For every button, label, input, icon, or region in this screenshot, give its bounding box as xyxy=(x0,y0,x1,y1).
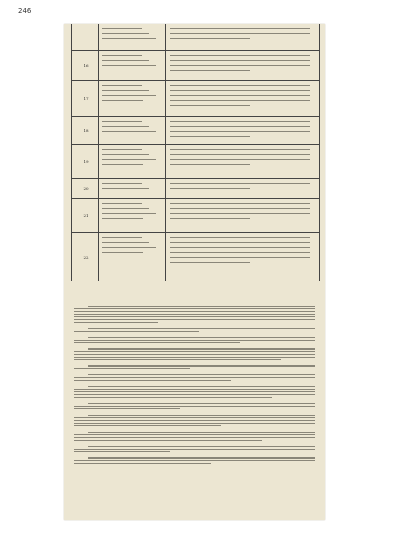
table-row xyxy=(72,24,319,50)
scanned-text-line xyxy=(74,394,315,395)
scanned-text-line xyxy=(74,311,315,312)
scanned-text-line xyxy=(74,451,170,452)
note-paragraph xyxy=(74,335,315,345)
row-number: 19 xyxy=(83,159,89,164)
scanned-text-line xyxy=(88,306,315,307)
scanned-text-line xyxy=(102,203,142,204)
scanned-text-line xyxy=(170,262,250,263)
scanned-text-line xyxy=(170,159,310,160)
scanned-text-line xyxy=(170,121,310,122)
scanned-text-line xyxy=(74,449,315,450)
row-number: 20 xyxy=(83,186,89,191)
scanned-text-line xyxy=(102,213,156,214)
scanned-text-line xyxy=(102,188,149,189)
table-row xyxy=(72,198,319,233)
scanned-text-line xyxy=(170,38,250,39)
scanned-text-line xyxy=(74,357,315,358)
scanned-text-line xyxy=(170,33,310,34)
scanned-text-line xyxy=(88,374,315,375)
scanned-text-line xyxy=(74,420,315,421)
row-number: 22 xyxy=(83,254,89,260)
scanned-text-line xyxy=(74,434,315,435)
note-paragraph xyxy=(74,401,315,411)
scanned-text-line xyxy=(170,55,310,56)
scanned-text-line xyxy=(102,55,142,56)
row-number: 16 xyxy=(83,63,89,68)
scanned-text-line xyxy=(102,183,142,184)
scanned-text-line xyxy=(102,126,149,127)
scanned-text-line xyxy=(170,60,310,61)
scanned-text-line xyxy=(74,389,315,390)
scanned-text-line xyxy=(88,348,315,349)
scanned-text-line xyxy=(102,90,149,91)
table-row xyxy=(72,116,319,145)
scanned-text-line xyxy=(102,65,156,66)
scanned-text-line xyxy=(102,131,156,132)
scanned-text-line xyxy=(88,446,315,447)
table-row xyxy=(72,50,319,81)
note-paragraph xyxy=(74,430,315,442)
scanned-text-line xyxy=(170,208,310,209)
note-paragraph xyxy=(74,413,315,428)
scanned-text-line xyxy=(74,368,190,369)
scanned-text-line xyxy=(102,149,142,150)
scanned-text-line xyxy=(102,28,142,29)
scanned-text-line xyxy=(102,100,143,101)
note-paragraph xyxy=(74,373,315,383)
scanned-text-line xyxy=(170,85,310,86)
table-row xyxy=(72,144,319,179)
scanned-text-line xyxy=(170,164,250,165)
note-paragraph xyxy=(74,384,315,399)
scanned-text-line xyxy=(170,28,310,29)
scanned-text-line xyxy=(170,247,310,248)
awards-table xyxy=(71,24,320,281)
note-paragraph xyxy=(74,304,315,324)
scanned-text-line xyxy=(74,308,315,309)
table-row xyxy=(72,232,319,282)
scanned-text-line xyxy=(74,351,315,352)
scanned-text-line xyxy=(74,314,315,315)
note-paragraph xyxy=(74,364,315,371)
scanned-text-line xyxy=(74,425,221,426)
scanned-text-line xyxy=(170,100,310,101)
scanned-text-line xyxy=(170,188,250,189)
scanned-text-line xyxy=(74,391,315,392)
table-row xyxy=(72,178,319,199)
scanned-text-line xyxy=(74,406,315,407)
scanned-text-line xyxy=(74,319,315,320)
scanned-page xyxy=(64,24,325,520)
scanned-text-line xyxy=(170,154,310,155)
scanned-text-line xyxy=(102,33,149,34)
scanned-text-line xyxy=(170,237,310,238)
scanned-text-line xyxy=(102,95,156,96)
scanned-text-line xyxy=(74,359,281,360)
scanned-text-line xyxy=(74,397,272,398)
note-paragraph xyxy=(74,326,315,333)
scanned-text-line xyxy=(88,365,315,366)
scanned-text-line xyxy=(88,432,315,433)
scanned-text-line xyxy=(170,70,250,71)
scanned-text-line xyxy=(102,218,143,219)
scanned-text-line xyxy=(102,237,142,238)
scanned-text-line xyxy=(88,386,315,387)
scanned-text-line xyxy=(102,60,149,61)
row-number: 17 xyxy=(83,96,89,101)
scanned-text-line xyxy=(88,337,315,338)
scanned-text-line xyxy=(170,90,310,91)
scanned-text-line xyxy=(102,38,156,39)
scanned-text-line xyxy=(170,183,310,184)
scanned-text-line xyxy=(170,203,310,204)
scanned-text-line xyxy=(74,322,158,323)
scanned-text-line xyxy=(170,136,250,137)
scanned-text-line xyxy=(88,415,315,416)
scanned-text-line xyxy=(74,342,240,343)
scanned-text-line xyxy=(170,131,310,132)
scanned-text-line xyxy=(74,460,315,461)
scanned-text-line xyxy=(74,377,315,378)
scanned-text-line xyxy=(170,95,310,96)
scanned-text-line xyxy=(74,417,315,418)
scanned-text-line xyxy=(170,213,310,214)
scanned-text-line xyxy=(102,247,156,248)
table-row xyxy=(72,80,319,117)
scanned-text-line xyxy=(74,331,199,332)
scanned-text-line xyxy=(102,121,142,122)
note-paragraph xyxy=(74,456,315,466)
scanned-text-line xyxy=(74,316,315,317)
scanned-text-line xyxy=(74,354,315,355)
scanned-text-line xyxy=(74,437,315,438)
scanned-text-line xyxy=(102,252,143,253)
scanned-text-line xyxy=(170,149,310,150)
scanned-text-line xyxy=(170,126,310,127)
page-number: 246 xyxy=(18,7,32,15)
scanned-text-line xyxy=(102,208,149,209)
scanned-text-line xyxy=(74,380,231,381)
scanned-text-line xyxy=(74,463,211,464)
scanned-text-line xyxy=(88,328,315,329)
scanned-text-line xyxy=(74,440,262,441)
note-paragraph xyxy=(74,347,315,362)
scanned-text-line xyxy=(102,164,143,165)
scanned-text-line xyxy=(102,154,149,155)
scanned-text-line xyxy=(170,252,310,253)
scanned-text-line xyxy=(170,257,310,258)
scanned-text-line xyxy=(170,105,250,106)
scanned-text-line xyxy=(88,403,315,404)
scanned-text-line xyxy=(88,457,315,458)
scanned-text-line xyxy=(102,159,156,160)
scanned-text-line xyxy=(170,65,310,66)
scanned-text-line xyxy=(170,242,310,243)
row-number: 21 xyxy=(83,213,89,218)
scanned-text-line xyxy=(74,423,315,424)
scanned-text-line xyxy=(102,85,142,86)
note-paragraph xyxy=(74,444,315,454)
scanned-text-line xyxy=(74,340,315,341)
scanned-text-line xyxy=(170,218,250,219)
scanned-text-line xyxy=(102,242,149,243)
scanned-text-line xyxy=(74,408,180,409)
row-number: 18 xyxy=(83,128,89,133)
